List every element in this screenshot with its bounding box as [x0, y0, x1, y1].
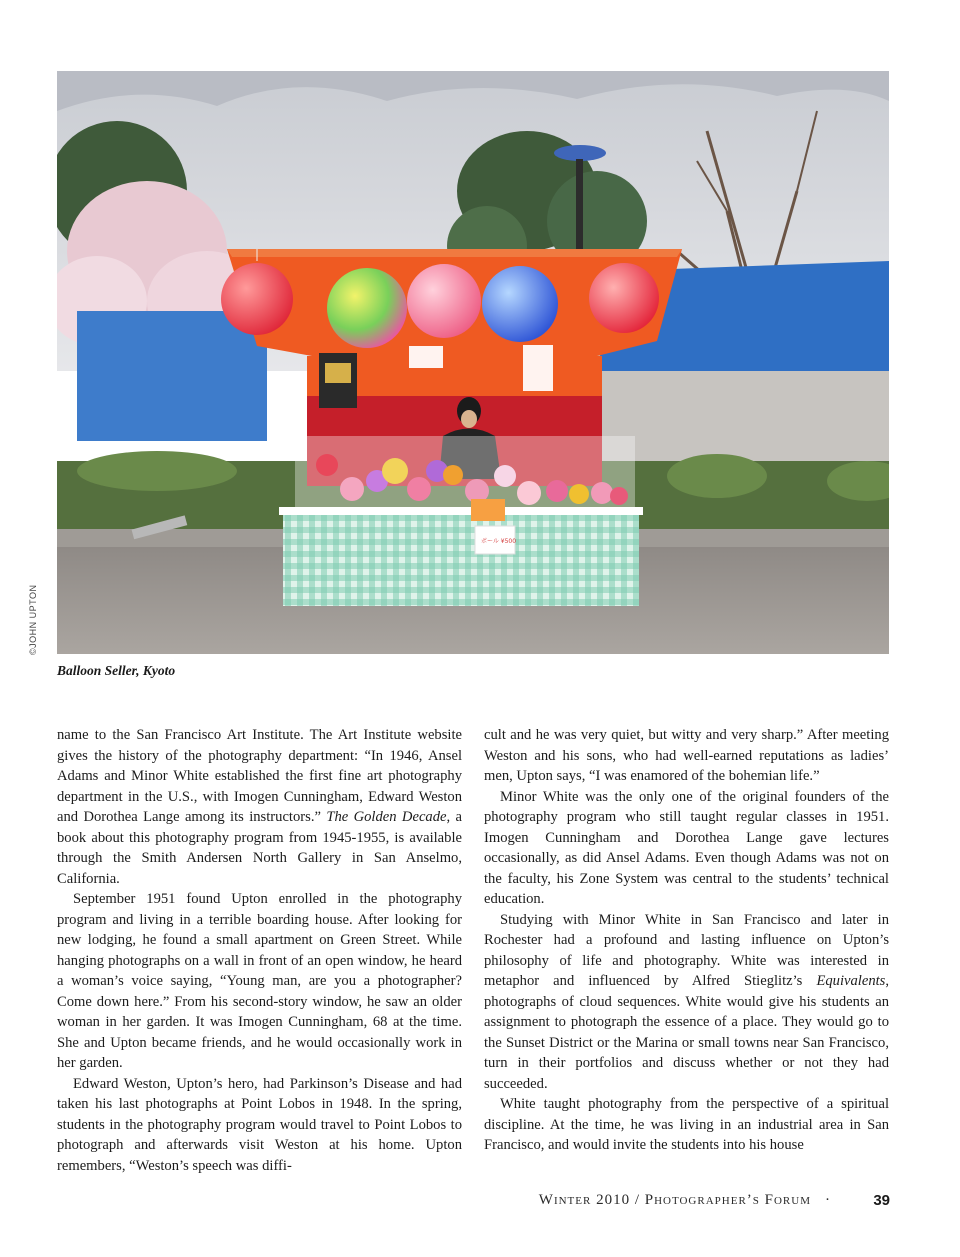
large-balloon-red-1 [221, 263, 293, 335]
paragraph: Minor White was the only one of the original founders of the photography program who still taught regular classes in 1951. Imogen Cunningham and Dorothea Lange gave lectures occasionally, as did Ansel Adams. Even though Adams was not on the faculty, his Zone System was central to the students’ technical education. [484, 788, 889, 907]
article-column-right [484, 725, 889, 1156]
balloon-seller-photo [57, 71, 889, 654]
page-number: 39 [873, 1192, 890, 1209]
orange-sign [471, 499, 505, 521]
sign-left [409, 346, 443, 368]
large-balloon-red-2 [589, 263, 659, 333]
paragraph: Studying with Minor White in San Francisco and later in Rochester had a profound and lasting influence on Upton’s philosophy of life and photography. White was interested in metaphor and influenced by Alfred Stieglitz’s Equivalents, photographs of cloud sequences. White would give his students an assignment to photograph the essence of a place. They would go to the Sunset District or the Marina or small towns near San Francisco, turn in their portfolios and discuss whether or not they had succeeded. [484, 911, 890, 1092]
paragraph: cult and he was very quiet, but witty and very sharp.” After meeting Weston and his sons, who had well-earned reputations as ladies’ men, Upton says, “I was enamored of the bohemian life.” [484, 727, 889, 784]
photo-credit: ©JOHN UPTON [28, 584, 38, 655]
large-balloon-rainbow [327, 268, 407, 348]
article-column-left [57, 725, 462, 1176]
sign-right [523, 345, 553, 391]
footer-separator: · [825, 1192, 831, 1208]
running-footer [539, 1192, 845, 1209]
photo-caption: Balloon Seller, Kyoto [57, 663, 176, 678]
table-cloth [283, 511, 639, 606]
large-balloon-blue [482, 266, 558, 342]
paragraph: Edward Weston, Upton’s hero, had Parkinson’s Disease and had taken his last photographs at Point Lobos in 1948. In the spring, students in the photography program would travel to Point Lobos to photograph and afterwards visit Weston at his home. Upton remembers, “Weston’s speech was diffi- [57, 1075, 462, 1174]
large-balloon-pink [407, 264, 481, 338]
paragraph: September 1951 found Upton enrolled in the photography program and living in a terrible boarding house. After looking for new lodging, he found a small apartment on Green Street. While hanging photographs on a wall in front of an open window, he heard a woman’s voice saying, “Young man, are you a photographer? Come down here.” From his second-story window, he saw an older woman in her garden. It was Imogen Cunningham, 68 at the time. She and Upton became friends, and he would occasionally work in her garden. [57, 891, 462, 1071]
paragraph: name to the San Francisco Art Institute. The Art Institute website gives the history of the photography department: “In 1946, Ansel Adams and Minor White established the first fine art photography department in the U.S., with Imogen Cunningham, Edward Weston and Dorothea Lange among its instructors.” The Golden Decade, a book about this photography program from 1945-1955, is available through the Smith Andersen North Gallery in San Anselmo, California. [57, 727, 462, 887]
paragraph: White taught photography from the perspective of a spiritual discipline. At the time, he was living in an industrial area in San Francisco, and would invite the students into his house [484, 1096, 889, 1153]
price-card-text: ボール ¥500 [481, 538, 517, 545]
running-head: Winter 2010 / Photographer’s Forum [538, 1192, 811, 1208]
